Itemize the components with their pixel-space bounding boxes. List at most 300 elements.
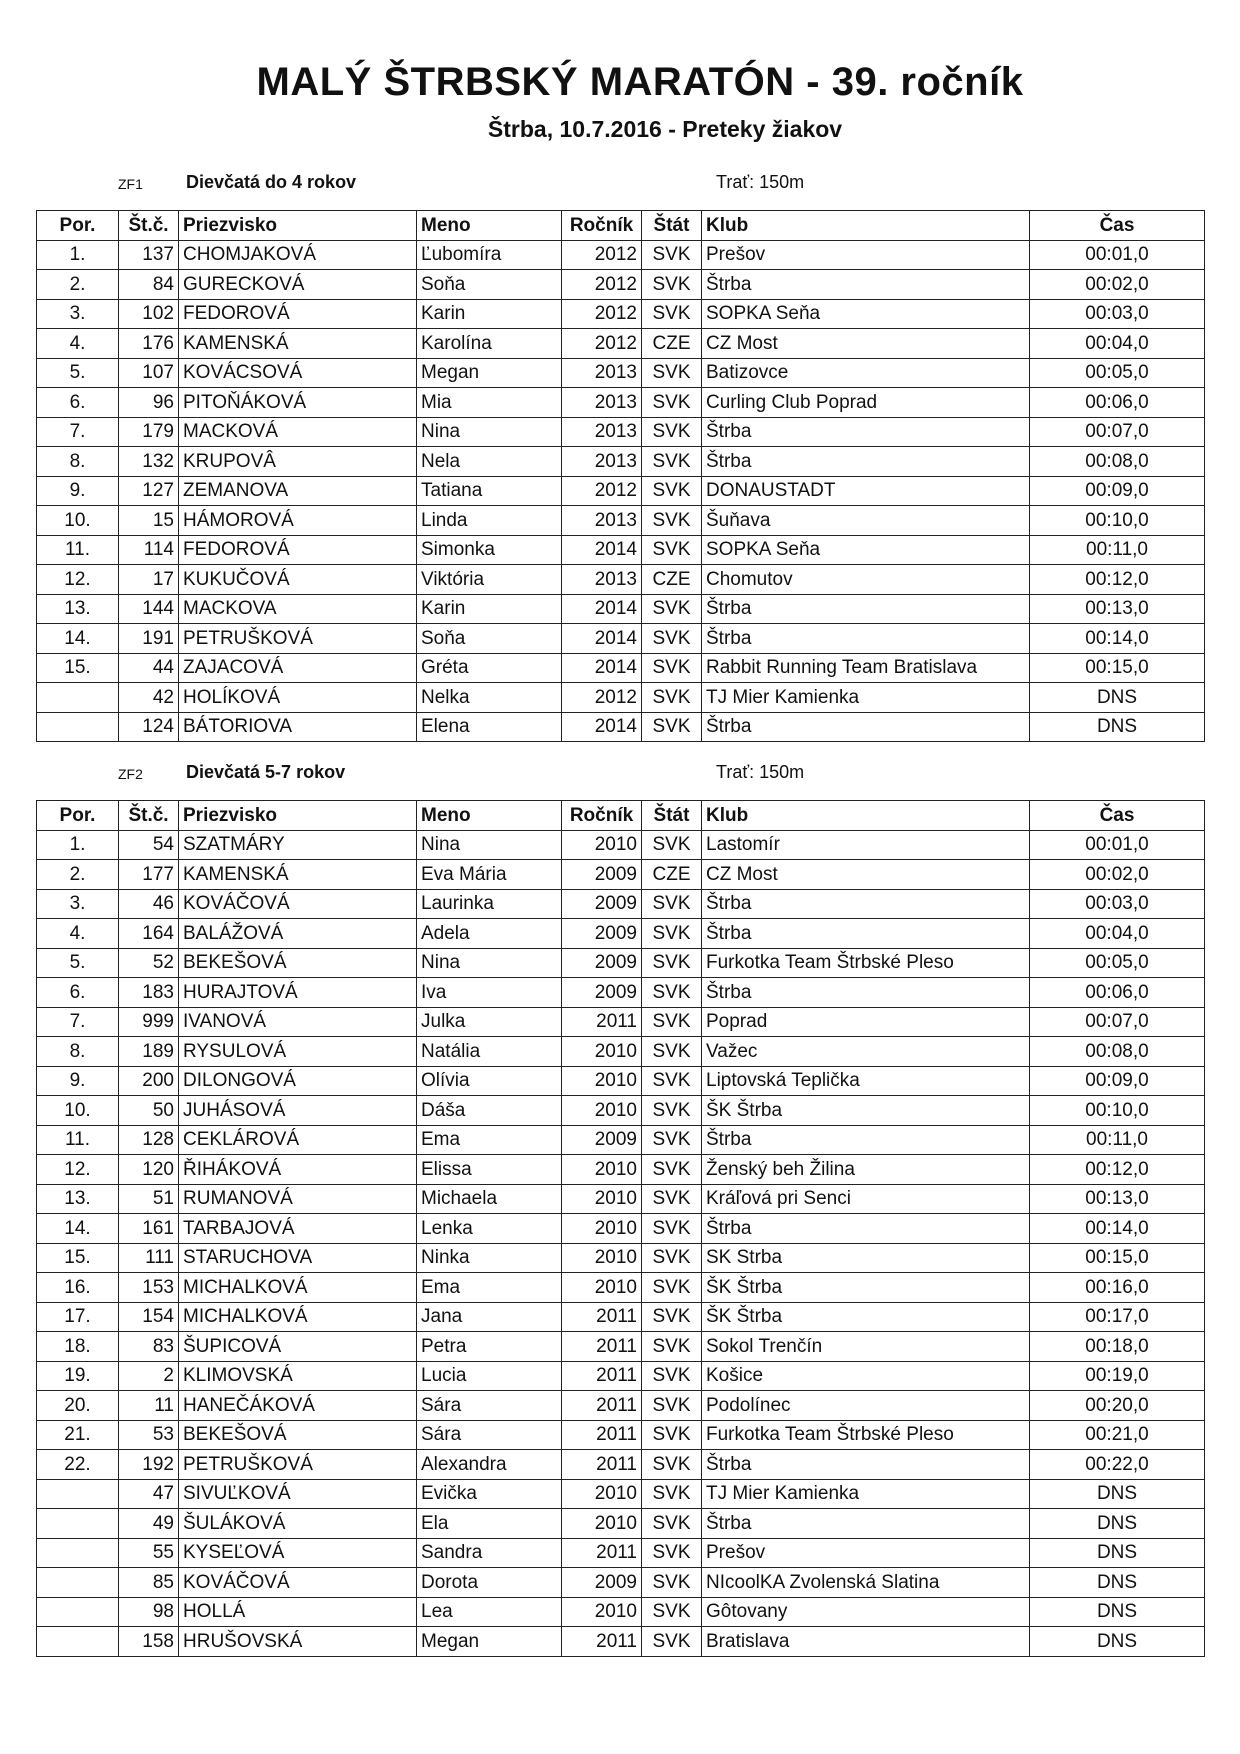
table-body: [37, 240, 1205, 742]
table-row: [37, 1391, 1205, 1421]
cell-time: 00:06,0: [1030, 388, 1205, 418]
cell-birth-year: 2010: [562, 1509, 642, 1539]
cell-country: SVK: [642, 919, 702, 949]
cell-time: DNS: [1030, 1627, 1205, 1657]
cell-position: 8.: [37, 1037, 119, 1067]
cell-time: 00:09,0: [1030, 1066, 1205, 1096]
table-row: [37, 1096, 1205, 1126]
cell-surname: HRUŠOVSKÁ: [179, 1627, 417, 1657]
cell-bib: 102: [119, 299, 179, 329]
cell-country: SVK: [642, 1066, 702, 1096]
cell-club: Štrba: [702, 624, 1030, 654]
cell-bib: 176: [119, 329, 179, 359]
table-row: [37, 1332, 1205, 1362]
cell-country: SVK: [642, 1361, 702, 1391]
cell-surname: MICHALKOVÁ: [179, 1302, 417, 1332]
cell-club: Štrba: [702, 594, 1030, 624]
cell-position: 9.: [37, 476, 119, 506]
cell-surname: FEDOROVÁ: [179, 535, 417, 565]
cell-surname: TARBAJOVÁ: [179, 1214, 417, 1244]
cell-position: 16.: [37, 1273, 119, 1303]
table-row: [37, 683, 1205, 713]
cell-club: Štrba: [702, 919, 1030, 949]
cell-position: 12.: [37, 1155, 119, 1185]
cell-surname: BÁTORIOVA: [179, 712, 417, 742]
cell-time: 00:05,0: [1030, 358, 1205, 388]
cell-first-name: Lenka: [417, 1214, 562, 1244]
cell-position: 7.: [37, 1007, 119, 1037]
cell-bib: 15: [119, 506, 179, 536]
cell-first-name: Ela: [417, 1509, 562, 1539]
cell-time: 00:12,0: [1030, 565, 1205, 595]
cell-first-name: Eva Mária: [417, 860, 562, 890]
table-row: [37, 1184, 1205, 1214]
cell-birth-year: 2011: [562, 1538, 642, 1568]
cell-position: 6.: [37, 978, 119, 1008]
cell-club: Prešov: [702, 1538, 1030, 1568]
cell-birth-year: 2011: [562, 1627, 642, 1657]
cell-time: 00:18,0: [1030, 1332, 1205, 1362]
cell-club: Curling Club Poprad: [702, 388, 1030, 418]
cell-birth-year: 2014: [562, 535, 642, 565]
cell-club: ŠK Štrba: [702, 1302, 1030, 1332]
cell-position: 11.: [37, 535, 119, 565]
cell-bib: 42: [119, 683, 179, 713]
cell-country: SVK: [642, 1509, 702, 1539]
cell-bib: 46: [119, 889, 179, 919]
cell-surname: MACKOVA: [179, 594, 417, 624]
cell-birth-year: 2013: [562, 388, 642, 418]
table-row: [37, 1538, 1205, 1568]
cell-country: CZE: [642, 860, 702, 890]
section-track: Trať: 150m: [716, 172, 805, 192]
cell-country: SVK: [642, 1273, 702, 1303]
cell-bib: 55: [119, 1538, 179, 1568]
cell-first-name: Julka: [417, 1007, 562, 1037]
cell-first-name: Megan: [417, 1627, 562, 1657]
cell-time: 00:03,0: [1030, 299, 1205, 329]
cell-club: Furkotka Team Štrbské Pleso: [702, 948, 1030, 978]
cell-position: 3.: [37, 299, 119, 329]
cell-time: 00:13,0: [1030, 1184, 1205, 1214]
cell-first-name: Dáša: [417, 1096, 562, 1126]
cell-first-name: Dorota: [417, 1568, 562, 1598]
cell-surname: SZATMÁRY: [179, 830, 417, 860]
cell-first-name: Elena: [417, 712, 562, 742]
cell-position: 14.: [37, 1214, 119, 1244]
cell-birth-year: 2013: [562, 506, 642, 536]
cell-surname: KLIMOVSKÁ: [179, 1361, 417, 1391]
cell-first-name: Tatiana: [417, 476, 562, 506]
cell-position: 7.: [37, 417, 119, 447]
cell-surname: MICHALKOVÁ: [179, 1273, 417, 1303]
cell-time: DNS: [1030, 1538, 1205, 1568]
cell-club: SOPKA Seňa: [702, 535, 1030, 565]
cell-first-name: Viktória: [417, 565, 562, 595]
cell-club: Štrba: [702, 712, 1030, 742]
cell-surname: CEKLÁROVÁ: [179, 1125, 417, 1155]
cell-position: 10.: [37, 1096, 119, 1126]
cell-club: DONAUSTADT: [702, 476, 1030, 506]
cell-first-name: Megan: [417, 358, 562, 388]
cell-birth-year: 2009: [562, 919, 642, 949]
cell-first-name: Karin: [417, 594, 562, 624]
cell-first-name: Iva: [417, 978, 562, 1008]
cell-surname: SIVUĽKOVÁ: [179, 1479, 417, 1509]
cell-position: 13.: [37, 594, 119, 624]
cell-time: 00:21,0: [1030, 1420, 1205, 1450]
cell-surname: HÁMOROVÁ: [179, 506, 417, 536]
cell-club: Gôtovany: [702, 1597, 1030, 1627]
cell-country: SVK: [642, 1125, 702, 1155]
cell-first-name: Alexandra: [417, 1450, 562, 1480]
cell-birth-year: 2014: [562, 594, 642, 624]
cell-country: SVK: [642, 240, 702, 270]
cell-surname: HOLÍKOVÁ: [179, 683, 417, 713]
cell-club: SK Strba: [702, 1243, 1030, 1273]
column-header-birth-year: Ročník: [562, 211, 642, 241]
cell-first-name: Ľubomíra: [417, 240, 562, 270]
cell-bib: 54: [119, 830, 179, 860]
cell-bib: 200: [119, 1066, 179, 1096]
cell-country: SVK: [642, 1037, 702, 1067]
table-row: [37, 476, 1205, 506]
cell-first-name: Sára: [417, 1420, 562, 1450]
cell-surname: ŠULÁKOVÁ: [179, 1509, 417, 1539]
cell-surname: GURECKOVÁ: [179, 270, 417, 300]
cell-time: DNS: [1030, 1597, 1205, 1627]
cell-surname: IVANOVÁ: [179, 1007, 417, 1037]
cell-club: SOPKA Seňa: [702, 299, 1030, 329]
cell-time: 00:02,0: [1030, 860, 1205, 890]
cell-surname: PETRUŠKOVÁ: [179, 624, 417, 654]
table-row: [37, 1597, 1205, 1627]
section-name: Dievčatá do 4 rokov: [186, 172, 357, 192]
cell-bib: 44: [119, 653, 179, 683]
table-row: [37, 624, 1205, 654]
cell-country: SVK: [642, 1332, 702, 1362]
table-row: [37, 270, 1205, 300]
cell-surname: ŘIHÁKOVÁ: [179, 1155, 417, 1185]
cell-club: Prešov: [702, 240, 1030, 270]
cell-club: Liptovská Teplička: [702, 1066, 1030, 1096]
cell-country: SVK: [642, 948, 702, 978]
cell-birth-year: 2012: [562, 240, 642, 270]
cell-country: SVK: [642, 978, 702, 1008]
cell-bib: 124: [119, 712, 179, 742]
column-header-position: Por.: [37, 211, 119, 241]
cell-birth-year: 2011: [562, 1302, 642, 1332]
table-row: [37, 535, 1205, 565]
cell-surname: PETRUŠKOVÁ: [179, 1450, 417, 1480]
cell-bib: 98: [119, 1597, 179, 1627]
cell-surname: RYSULOVÁ: [179, 1037, 417, 1067]
cell-country: SVK: [642, 1420, 702, 1450]
cell-time: 00:07,0: [1030, 417, 1205, 447]
table-row: [37, 1273, 1205, 1303]
cell-position: 19.: [37, 1361, 119, 1391]
cell-position: 3.: [37, 889, 119, 919]
table-row: [37, 1155, 1205, 1185]
table-row: [37, 860, 1205, 890]
cell-bib: 83: [119, 1332, 179, 1362]
cell-time: 00:10,0: [1030, 506, 1205, 536]
cell-surname: STARUCHOVA: [179, 1243, 417, 1273]
cell-birth-year: 2010: [562, 1243, 642, 1273]
cell-club: Kráľová pri Senci: [702, 1184, 1030, 1214]
cell-surname: ŠUPICOVÁ: [179, 1332, 417, 1362]
cell-time: 00:13,0: [1030, 594, 1205, 624]
cell-club: ŠK Štrba: [702, 1273, 1030, 1303]
cell-time: 00:04,0: [1030, 919, 1205, 949]
cell-first-name: Nina: [417, 417, 562, 447]
cell-birth-year: 2011: [562, 1361, 642, 1391]
table-row: [37, 712, 1205, 742]
cell-position: [37, 1538, 119, 1568]
cell-first-name: Nelka: [417, 683, 562, 713]
cell-bib: 164: [119, 919, 179, 949]
cell-position: 4.: [37, 329, 119, 359]
table-row: [37, 830, 1205, 860]
section-name: Dievčatá 5-7 rokov: [186, 762, 346, 782]
column-header-first-name: Meno: [417, 211, 562, 241]
table-row: [37, 358, 1205, 388]
cell-time: 00:05,0: [1030, 948, 1205, 978]
cell-birth-year: 2013: [562, 417, 642, 447]
cell-first-name: Karin: [417, 299, 562, 329]
cell-position: 14.: [37, 624, 119, 654]
cell-surname: FEDOROVÁ: [179, 299, 417, 329]
section-track: Trať: 150m: [716, 762, 805, 782]
cell-birth-year: 2010: [562, 1214, 642, 1244]
cell-bib: 11: [119, 1391, 179, 1421]
cell-club: Štrba: [702, 270, 1030, 300]
cell-club: Štrba: [702, 447, 1030, 477]
cell-first-name: Petra: [417, 1332, 562, 1362]
cell-bib: 120: [119, 1155, 179, 1185]
cell-time: DNS: [1030, 1479, 1205, 1509]
cell-position: [37, 1627, 119, 1657]
page-subtitle: Štrba, 10.7.2016 - Preteky žiakov: [487, 116, 843, 142]
cell-country: SVK: [642, 535, 702, 565]
cell-club: Štrba: [702, 1125, 1030, 1155]
cell-position: 17.: [37, 1302, 119, 1332]
cell-first-name: Simonka: [417, 535, 562, 565]
cell-time: 00:14,0: [1030, 1214, 1205, 1244]
cell-bib: 84: [119, 270, 179, 300]
cell-birth-year: 2010: [562, 1597, 642, 1627]
cell-surname: KOVÁČOVÁ: [179, 889, 417, 919]
cell-country: SVK: [642, 712, 702, 742]
table-row: [37, 889, 1205, 919]
cell-bib: 183: [119, 978, 179, 1008]
cell-birth-year: 2010: [562, 1184, 642, 1214]
cell-bib: 85: [119, 1568, 179, 1598]
column-header-position: Por.: [37, 801, 119, 831]
cell-country: SVK: [642, 506, 702, 536]
cell-surname: ZAJACOVÁ: [179, 653, 417, 683]
cell-birth-year: 2011: [562, 1450, 642, 1480]
cell-first-name: Laurinka: [417, 889, 562, 919]
cell-country: SVK: [642, 1391, 702, 1421]
cell-position: 5.: [37, 358, 119, 388]
cell-club: Štrba: [702, 889, 1030, 919]
cell-club: TJ Mier Kamienka: [702, 683, 1030, 713]
cell-club: Štrba: [702, 417, 1030, 447]
cell-time: 00:22,0: [1030, 1450, 1205, 1480]
table-row: [37, 506, 1205, 536]
cell-surname: RUMANOVÁ: [179, 1184, 417, 1214]
cell-club: ŠK Štrba: [702, 1096, 1030, 1126]
cell-club: Podolínec: [702, 1391, 1030, 1421]
cell-birth-year: 2013: [562, 447, 642, 477]
cell-first-name: Olívia: [417, 1066, 562, 1096]
cell-surname: BEKEŠOVÁ: [179, 1420, 417, 1450]
cell-surname: MACKOVÁ: [179, 417, 417, 447]
cell-surname: HANEČÁKOVÁ: [179, 1391, 417, 1421]
section-code: ZF1: [118, 176, 143, 192]
cell-first-name: Linda: [417, 506, 562, 536]
cell-position: 13.: [37, 1184, 119, 1214]
cell-country: SVK: [642, 1243, 702, 1273]
table-header-row: [37, 211, 1205, 241]
table-row: [37, 1627, 1205, 1657]
cell-time: 00:19,0: [1030, 1361, 1205, 1391]
cell-birth-year: 2009: [562, 889, 642, 919]
cell-birth-year: 2009: [562, 948, 642, 978]
cell-birth-year: 2012: [562, 683, 642, 713]
cell-position: 6.: [37, 388, 119, 418]
cell-time: 00:16,0: [1030, 1273, 1205, 1303]
cell-country: CZE: [642, 565, 702, 595]
cell-country: SVK: [642, 1450, 702, 1480]
cell-time: 00:10,0: [1030, 1096, 1205, 1126]
cell-position: 18.: [37, 1332, 119, 1362]
cell-country: SVK: [642, 1568, 702, 1598]
cell-country: SVK: [642, 653, 702, 683]
cell-country: SVK: [642, 388, 702, 418]
cell-first-name: Nela: [417, 447, 562, 477]
cell-position: [37, 1568, 119, 1598]
cell-birth-year: 2010: [562, 1096, 642, 1126]
cell-position: 12.: [37, 565, 119, 595]
cell-bib: 189: [119, 1037, 179, 1067]
cell-birth-year: 2014: [562, 712, 642, 742]
table-body: [37, 830, 1205, 1656]
cell-country: SVK: [642, 417, 702, 447]
cell-time: 00:06,0: [1030, 978, 1205, 1008]
cell-time: 00:11,0: [1030, 1125, 1205, 1155]
cell-first-name: Lucia: [417, 1361, 562, 1391]
cell-birth-year: 2012: [562, 270, 642, 300]
table-row: [37, 447, 1205, 477]
cell-birth-year: 2011: [562, 1007, 642, 1037]
cell-position: [37, 683, 119, 713]
cell-first-name: Ninka: [417, 1243, 562, 1273]
cell-country: SVK: [642, 1302, 702, 1332]
column-header-club: Klub: [702, 801, 1030, 831]
cell-country: SVK: [642, 1538, 702, 1568]
cell-bib: 144: [119, 594, 179, 624]
cell-country: SVK: [642, 447, 702, 477]
cell-time: 00:03,0: [1030, 889, 1205, 919]
table-row: [37, 1568, 1205, 1598]
cell-position: 4.: [37, 919, 119, 949]
cell-bib: 132: [119, 447, 179, 477]
cell-time: 00:11,0: [1030, 535, 1205, 565]
page-title: MALÝ ŠTRBSKÝ MARATÓN - 39. ročník: [256, 60, 1024, 104]
cell-bib: 53: [119, 1420, 179, 1450]
cell-country: SVK: [642, 624, 702, 654]
cell-birth-year: 2014: [562, 653, 642, 683]
cell-birth-year: 2012: [562, 476, 642, 506]
cell-country: SVK: [642, 683, 702, 713]
cell-time: 00:09,0: [1030, 476, 1205, 506]
cell-bib: 111: [119, 1243, 179, 1273]
cell-first-name: Karolína: [417, 329, 562, 359]
cell-first-name: Natália: [417, 1037, 562, 1067]
cell-first-name: Sára: [417, 1391, 562, 1421]
cell-position: [37, 1509, 119, 1539]
column-header-bib: Št.č.: [119, 801, 179, 831]
cell-first-name: Nina: [417, 948, 562, 978]
cell-bib: 161: [119, 1214, 179, 1244]
cell-position: [37, 712, 119, 742]
cell-country: SVK: [642, 358, 702, 388]
cell-club: Štrba: [702, 1214, 1030, 1244]
column-header-country: Štát: [642, 211, 702, 241]
cell-position: 21.: [37, 1420, 119, 1450]
cell-time: DNS: [1030, 1509, 1205, 1539]
cell-birth-year: 2009: [562, 1568, 642, 1598]
cell-club: Bratislava: [702, 1627, 1030, 1657]
cell-country: SVK: [642, 299, 702, 329]
column-header-first-name: Meno: [417, 801, 562, 831]
cell-country: SVK: [642, 1155, 702, 1185]
table-row: [37, 1361, 1205, 1391]
cell-bib: 177: [119, 860, 179, 890]
cell-surname: KUKUČOVÁ: [179, 565, 417, 595]
table-row: [37, 299, 1205, 329]
cell-first-name: Ema: [417, 1273, 562, 1303]
cell-country: CZE: [642, 329, 702, 359]
table-row: [37, 1037, 1205, 1067]
cell-time: 00:04,0: [1030, 329, 1205, 359]
cell-surname: KOVÁČOVÁ: [179, 1568, 417, 1598]
cell-club: Važec: [702, 1037, 1030, 1067]
cell-position: 11.: [37, 1125, 119, 1155]
cell-first-name: Adela: [417, 919, 562, 949]
table-row: [37, 919, 1205, 949]
results-table-zf1: [36, 210, 1205, 742]
cell-surname: KYSEĽOVÁ: [179, 1538, 417, 1568]
cell-country: SVK: [642, 1597, 702, 1627]
cell-club: CZ Most: [702, 860, 1030, 890]
cell-country: SVK: [642, 1627, 702, 1657]
cell-first-name: Michaela: [417, 1184, 562, 1214]
table-row: [37, 388, 1205, 418]
cell-time: DNS: [1030, 1568, 1205, 1598]
cell-time: 00:08,0: [1030, 1037, 1205, 1067]
cell-first-name: Soňa: [417, 624, 562, 654]
cell-birth-year: 2010: [562, 1273, 642, 1303]
cell-first-name: Ema: [417, 1125, 562, 1155]
cell-bib: 52: [119, 948, 179, 978]
cell-first-name: Gréta: [417, 653, 562, 683]
cell-surname: BEKEŠOVÁ: [179, 948, 417, 978]
cell-surname: BALÁŽOVÁ: [179, 919, 417, 949]
table-row: [37, 565, 1205, 595]
